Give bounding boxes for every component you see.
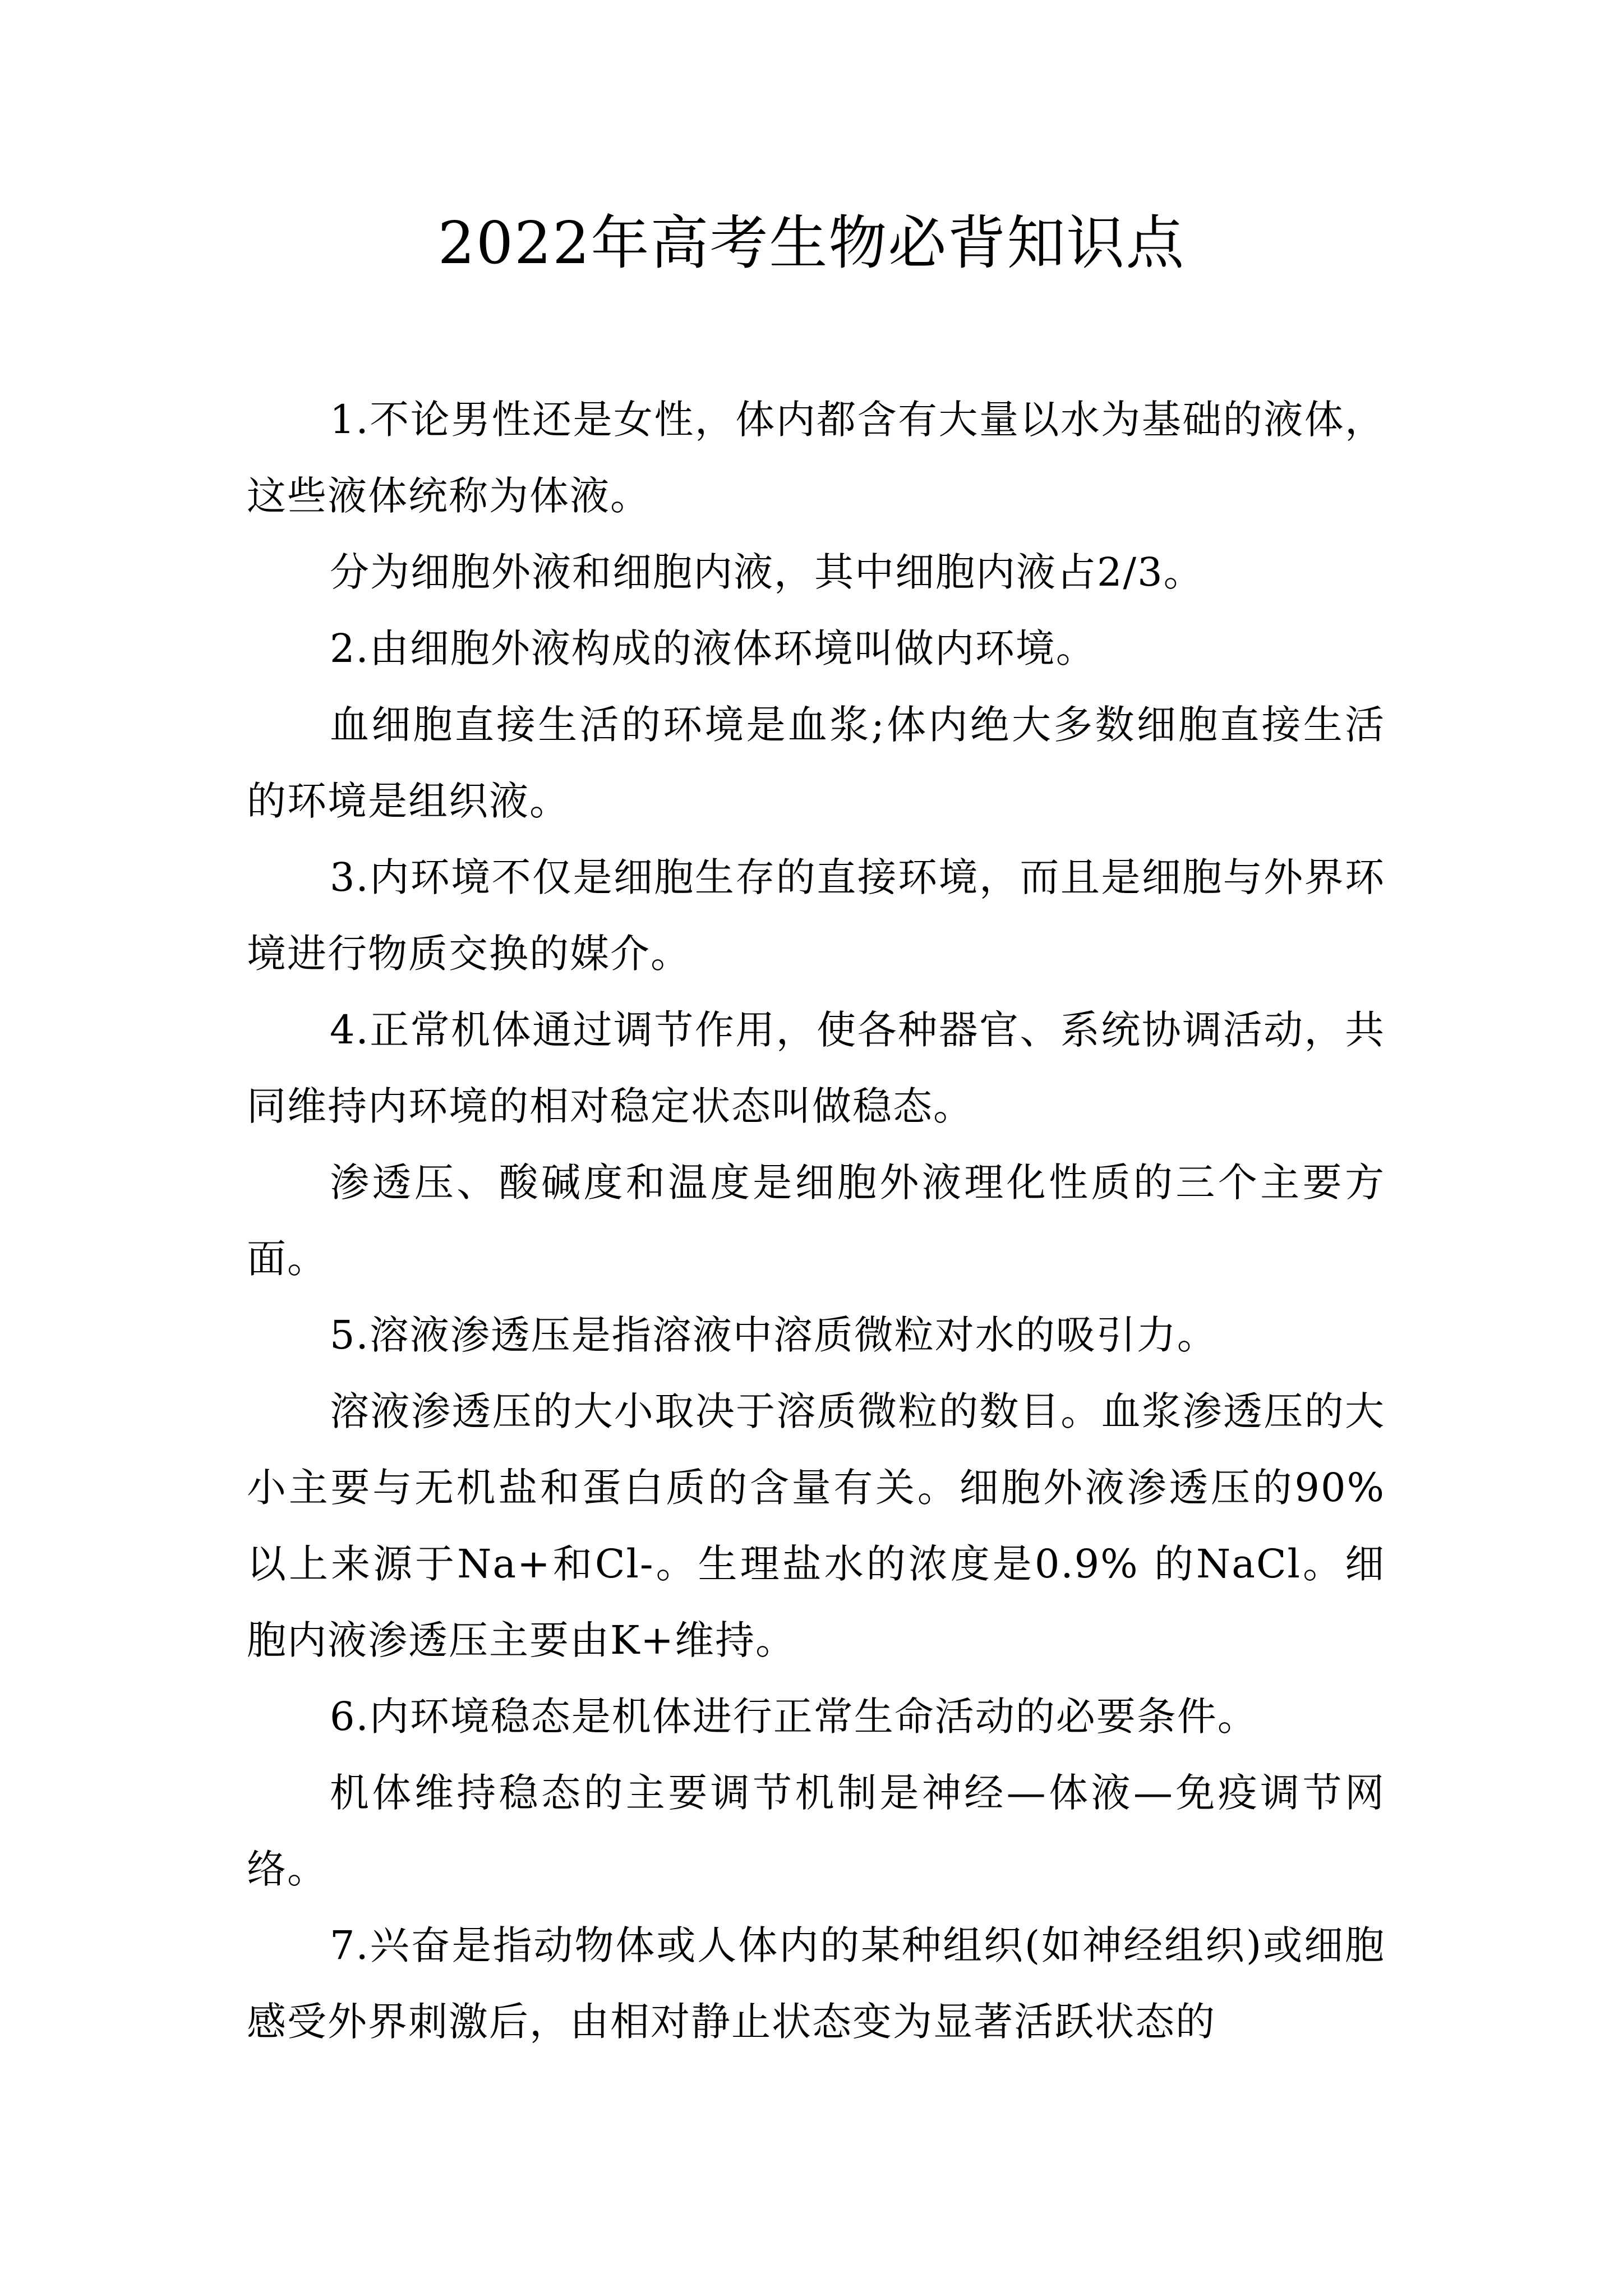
- paragraph: 6.内环境稳态是机体进行正常生命活动的必要条件。: [330, 1694, 1258, 1740]
- paragraph: 1.不论男性还是女性，体内都含有大量以水为基础的液体，这些液体统称为体液。: [247, 397, 1385, 519]
- paragraph: 4.正常机体通过调节作用，使各种器官、系统协调活动，共同维持内环境的相对稳定状态叫做稳态。: [247, 1007, 1385, 1129]
- document-body: [247, 381, 1385, 2060]
- paragraph: 3.内环境不仅是细胞生存的直接环境，而且是细胞与外界环境进行物质交换的媒介。: [247, 854, 1385, 977]
- paragraph: 溶液渗透压的大小取决于溶质微粒的数目。血浆渗透压的大小主要与无机盐和蛋白质的含量有关。细胞外液渗透压的90%以上来源于Na+和Cl-。生理盐水的浓度是0.9% 的NaCl。细胞内液渗透压主要由K+维持。: [247, 1388, 1385, 1663]
- document-title: 2022年高考生物必背知识点: [437, 209, 1186, 277]
- paragraph: 渗透压、酸碱度和温度是细胞外液理化性质的三个主要方面。: [247, 1159, 1385, 1282]
- paragraph: 2.由细胞外液构成的液体环境叫做内环境。: [330, 625, 1096, 671]
- paragraph: 分为细胞外液和细胞内液，其中细胞内液占2/3。: [330, 549, 1204, 595]
- paragraph: 机体维持稳态的主要调节机制是神经—体液—免疫调节网络。: [247, 1770, 1385, 1892]
- paragraph: 5.溶液渗透压是指溶液中溶质微粒对水的吸引力。: [330, 1312, 1218, 1358]
- paragraph: 血细胞直接生活的环境是血浆;体内绝大多数细胞直接生活的环境是组织液。: [247, 702, 1385, 824]
- paragraph: 7.兴奋是指动物体或人体内的某种组织(如神经组织)或细胞感受外界刺激后，由相对静止状态变为显著活跃状态的: [247, 1922, 1385, 2045]
